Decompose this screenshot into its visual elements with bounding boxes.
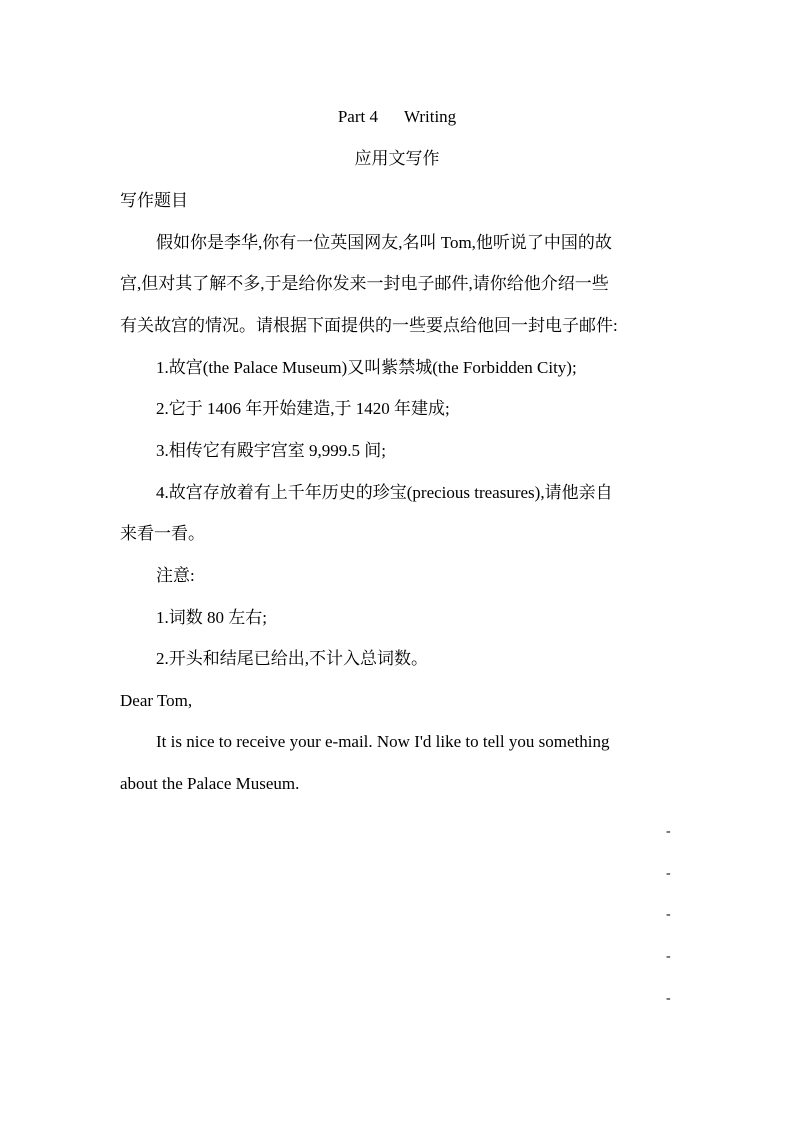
page-subtitle: 应用文写作 (354, 149, 440, 168)
answer-line-marker: - (666, 991, 671, 1006)
notes-label: 注意: (156, 566, 195, 585)
prompt-line-3: 有关故宫的情况。请根据下面提供的一些要点给他回一封电子邮件: (120, 316, 618, 335)
point-2: 2.它于 1406 年开始建造,于 1420 年建成; (156, 399, 450, 418)
task-label: 写作题目 (120, 191, 188, 210)
point-4-continuation: 来看一看。 (120, 524, 205, 543)
answer-line-marker: - (666, 824, 671, 839)
point-1: 1.故宫(the Palace Museum)又叫紫禁城(the Forbidden City); (156, 358, 577, 377)
page-heading (0, 106, 794, 128)
letter-salutation: Dear Tom, (120, 691, 193, 710)
note-1: 1.词数 80 左右; (156, 608, 267, 627)
answer-line-marker: - (666, 949, 671, 964)
part-label: Part 4 (337, 107, 378, 126)
point-3: 3.相传它有殿宇宫室 9,999.5 间; (156, 441, 386, 460)
note-2: 2.开头和结尾已给出,不计入总词数。 (156, 649, 428, 668)
answer-line-marker: - (666, 907, 671, 922)
point-4: 4.故宫存放着有上千年历史的珍宝(precious treasures),请他亲自 (156, 483, 613, 502)
prompt-line-2: 宫,但对其了解不多,于是给你发来一封电子邮件,请你给他介绍一些 (120, 274, 609, 293)
prompt-line-1: 假如你是李华,你有一位英国网友,名叫 Tom,他听说了中国的故 (156, 233, 612, 252)
answer-line-marker: - (666, 866, 671, 881)
section-label: Writing (403, 107, 457, 126)
letter-body-line-2: about the Palace Museum. (120, 774, 300, 793)
letter-body-line-1: It is nice to receive your e-mail. Now I'd like to tell you something (156, 732, 610, 751)
